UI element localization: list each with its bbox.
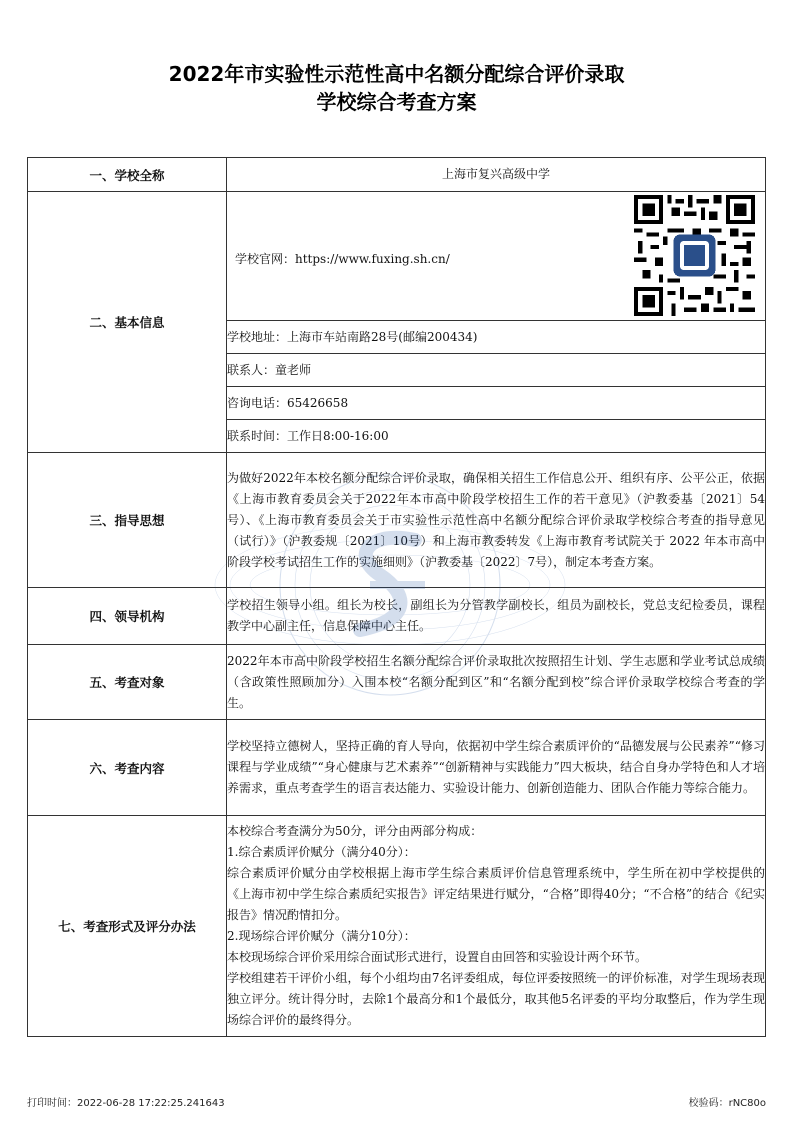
label-target: 五、考查对象	[28, 645, 227, 720]
title-line-1: 2022年市实验性示范性高中名额分配综合评价录取	[168, 62, 625, 86]
plan-table	[27, 157, 766, 1037]
cell-method	[227, 816, 766, 1037]
row-school-name	[28, 158, 766, 192]
method-line: 综合素质评价赋分由学校根据上海市学生综合素质评价信息管理系统中，学生所在初中学校提供的《上海市初中学生综合素质纪实报告》评定结果进行赋分，“合格”即得40分；“不合格”的结合《纪实报告》情况酌情扣分。	[227, 866, 765, 922]
method-line: 本校综合考查满分为50分，评分由两部分构成：	[227, 824, 483, 838]
print-time: 打印时间：2022-06-28 17:22:25.241643	[27, 1098, 225, 1109]
value-phone: 咨询电话：65426658	[227, 387, 766, 420]
cell-website	[227, 192, 766, 321]
label-basic-info: 二、基本信息	[28, 192, 227, 453]
label-leadership: 四、领导机构	[28, 588, 227, 645]
text-content: 学校坚持立德树人，坚持正确的育人导向，依据初中学生综合素质评价的“品德发展与公民素养”“修习课程与学业成绩”“身心健康与艺术素养”“创新精神与实践能力”四大板块，结合自身办学特色和人才培养需求，重点考查学生的语言表达能力、实验设计能力、创新创造能力、团队合作能力等综合能力。	[227, 739, 765, 795]
value-address: 学校地址：上海市车站南路28号(邮编200434)	[227, 321, 766, 354]
cell-content	[227, 720, 766, 816]
document-title	[0, 60, 793, 116]
text-target: 2022年本市高中阶段学校招生名额分配综合评价录取批次按照招生计划、学生志愿和学业考试总成绩（含政策性照顾加分）入围本校“名额分配到区”和“名额分配到校”综合评价录取学校综合考查的学生。	[227, 653, 765, 710]
label-method: 七、考查形式及评分办法	[28, 816, 227, 1037]
text-leadership: 学校招生领导小组。组长为校长，副组长为分管教学副校长，组员为副校长，党总支纪检委员，课程教学中心副主任，信息保障中心主任。	[227, 598, 765, 633]
cell-leadership	[227, 588, 766, 645]
row-leadership	[28, 588, 766, 645]
qr-code-icon	[634, 195, 755, 316]
row-method	[28, 816, 766, 1037]
website-link[interactable]: 学校官网：https://www.fuxing.sh.cn/	[235, 252, 450, 266]
row-guiding-idea	[28, 453, 766, 588]
text-guiding-idea: 为做好2022年本校名额分配综合评价录取，确保相关招生工作信息公开、组织有序、公平公正，依据《上海市教育委员会关于2022年本市高中阶段学校招生工作的若干意见》（沪教委基〔2021〕54号）、《上海市教育委员会关于市实验性示范性高中名额分配综合评价录取学校综合考查的指导意见（试行）》（沪教委规〔2021〕10号）和上海市教委转发《上海市教育考试院关于 2022 年本市高中阶段学校考试招生工作的实施细则》（沪教委基〔2022〕7号），制定本考查方案。	[227, 470, 765, 569]
row-target	[28, 645, 766, 720]
label-content: 六、考查内容	[28, 720, 227, 816]
label-guiding-idea: 三、指导思想	[28, 453, 227, 588]
value-school-name: 上海市复兴高级中学	[227, 158, 766, 192]
value-contact: 联系人：童老师	[227, 354, 766, 387]
cell-guiding-idea	[227, 453, 766, 588]
method-line: 2.现场综合评价赋分（满分10分）：	[227, 929, 416, 943]
website-row	[235, 192, 757, 320]
row-content	[28, 720, 766, 816]
cell-target	[227, 645, 766, 720]
method-line: 学校组建若干评价小组，每个小组均由7名评委组成，每位评委按照统一的评价标准，对学生现场表现独立评分。统计得分时，去除1个最高分和1个最低分，取其他5名评委的平均分取整后，作为学生现场综合评价的最终得分。	[227, 971, 765, 1027]
method-line: 1.综合素质评价赋分（满分40分）：	[227, 845, 416, 859]
verify-code: 校验码：rNC80o	[688, 1098, 766, 1109]
method-line: 本校现场综合评价采用综合面试形式进行，设置自由回答和实验设计两个环节。	[227, 950, 648, 964]
row-basic-info	[28, 192, 766, 321]
title-line-2: 学校综合考查方案	[316, 90, 477, 114]
label-school-name: 一、学校全称	[28, 158, 227, 192]
value-hours: 联系时间：工作日8:00-16:00	[227, 420, 766, 453]
